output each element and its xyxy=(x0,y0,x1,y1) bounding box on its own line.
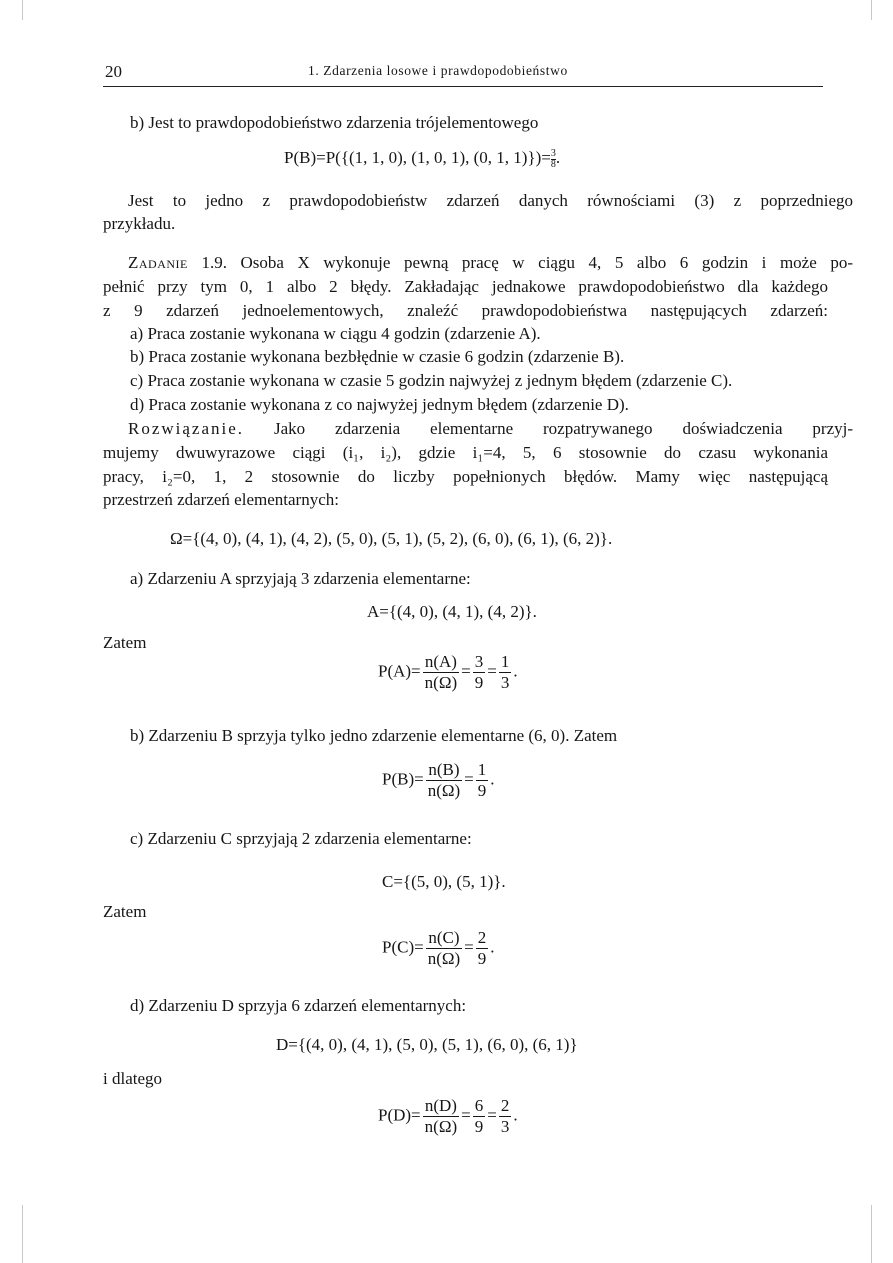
intro-paragraph-line1: Jest to jedno z prawdopodobieństw zdarzeń danych równościami (3) z poprzedniego xyxy=(128,191,853,210)
page-edge-left-bottom xyxy=(22,1205,23,1263)
fraction-denominator: n(Ω) xyxy=(427,949,461,968)
fraction-denominator: 3 xyxy=(500,673,510,692)
fraction-denominator: 9 xyxy=(477,781,487,800)
set-d: D={(4, 0), (4, 1), (5, 0), (5, 1), (6, 0), (6, 1)} xyxy=(276,1035,578,1054)
fraction-numerator: n(B) xyxy=(426,760,462,781)
fraction-numerator: 2 xyxy=(477,928,487,947)
equation-p-b-intro xyxy=(284,148,560,170)
task-line3: z 9 zdarzeń jednoelementowych, znaleźć prawdopodobieństwa następujących zdarzeń: xyxy=(103,301,828,320)
solution-line2: mujemy dwuwyrazowe ciągi (i₁, i₂), gdzie i₁=4, 5, 6 stosownie do czasu wykonania xyxy=(103,443,828,462)
fraction-numerator: 6 xyxy=(474,1096,484,1115)
equals-sign: = xyxy=(464,937,474,957)
fraction-1-3 xyxy=(499,652,512,693)
fraction-numerator: 2 xyxy=(500,1096,510,1115)
task-item-a: a) Praca zostanie wykonana w ciągu 4 godzin (zdarzenie A). xyxy=(130,324,541,343)
page-edge-right-bottom xyxy=(871,1205,872,1263)
equation-p-d xyxy=(378,1096,518,1137)
part-c-zatem: Zatem xyxy=(103,902,147,921)
equation-end: . xyxy=(513,661,518,681)
fraction-denominator: n(Ω) xyxy=(427,781,461,800)
fraction-2-3 xyxy=(499,1096,512,1137)
part-c-text: c) Zdarzeniu C sprzyjają 2 zdarzenia elementarne: xyxy=(130,829,472,848)
task-first-line xyxy=(103,250,853,275)
part-a-zatem: Zatem xyxy=(103,633,147,652)
page-edge-right xyxy=(871,0,872,20)
p-a-lhs: P(A)= xyxy=(378,661,421,681)
page-edge-left xyxy=(22,0,23,20)
fraction-numerator: 3 xyxy=(474,652,484,671)
equation-end: . xyxy=(490,937,495,957)
p-c-lhs: P(C)= xyxy=(382,937,424,957)
equation-p-b-lhs: P(B)=P({(1, 1, 0), (1, 0, 1), (0, 1, 1)})= xyxy=(284,148,551,167)
equals-sign: = xyxy=(464,769,474,789)
part-b-text: b) Zdarzeniu B sprzyja tylko jedno zdarzenie elementarne (6, 0). Zatem xyxy=(130,726,618,745)
equation-end: . xyxy=(513,1105,518,1125)
task-line2: pełnić przy tym 0, 1 albo 2 błędy. Zakładając jednakowe prawdopodobieństwo dla każdego xyxy=(103,277,828,296)
running-header-title: 1. Zdarzenia losowe i prawdopodobieństwo xyxy=(308,63,568,78)
fraction-denominator: n(Ω) xyxy=(424,1117,458,1136)
fraction-1-9 xyxy=(476,760,489,801)
fraction-numerator: n(C) xyxy=(426,928,462,949)
task-item-c: c) Praca zostanie wykonana w czasie 5 godzin najwyżej z jednym błędem (zdarzenie C). xyxy=(130,371,733,390)
fraction-numerator: n(D) xyxy=(423,1096,459,1117)
fraction-denominator: 3 xyxy=(500,1117,510,1136)
solution-line4: przestrzeń zdarzeń elementarnych: xyxy=(103,490,339,509)
omega-set: Ω={(4, 0), (4, 1), (4, 2), (5, 0), (5, 1), (5, 2), (6, 0), (6, 1), (6, 2)}. xyxy=(170,529,613,548)
fraction-numerator: 3 xyxy=(550,147,556,159)
part-d-dlatego: i dlatego xyxy=(103,1069,163,1088)
equation-p-a xyxy=(378,652,518,693)
task-item-b: b) Praca zostanie wykonana bezbłędnie w czasie 6 godzin (zdarzenie B). xyxy=(130,347,625,366)
fraction-denominator: 9 xyxy=(474,1117,484,1136)
fraction-2-9 xyxy=(476,928,489,969)
p-d-lhs: P(D)= xyxy=(378,1105,421,1125)
fraction-n-d xyxy=(423,1096,459,1137)
page-number: 20 xyxy=(105,62,122,81)
equals-sign: = xyxy=(487,661,497,681)
fraction-6-9 xyxy=(473,1096,486,1137)
equation-p-c xyxy=(382,928,495,969)
set-a: A={(4, 0), (4, 1), (4, 2)}. xyxy=(367,602,537,621)
header-rule xyxy=(103,86,823,87)
intro-paragraph-line2: przykładu. xyxy=(103,214,176,233)
part-a-text: a) Zdarzeniu A sprzyjają 3 zdarzenia elementarne: xyxy=(130,569,471,588)
solution-label: Rozwiązanie. xyxy=(128,419,245,438)
p-b-lhs: P(B)= xyxy=(382,769,424,789)
set-c: C={(5, 0), (5, 1)}. xyxy=(382,872,506,891)
solution-line3: pracy, i₂=0, 1, 2 stosownie do liczby popełnionych błędów. Mamy więc następującą xyxy=(103,467,828,486)
task-number: 1.9. xyxy=(201,253,227,272)
fraction-denominator: n(Ω) xyxy=(424,673,458,692)
equation-end: . xyxy=(555,148,561,167)
task-line1: Osoba X wykonuje pewną pracę w ciągu 4, 5 albo 6 godzin i może po- xyxy=(240,253,854,272)
equals-sign: = xyxy=(487,1105,497,1125)
fraction-numerator: 1 xyxy=(500,652,510,671)
solution-line1: Jako zdarzenia elementarne rozpatrywanego doświadczenia przyj- xyxy=(273,419,854,438)
equals-sign: = xyxy=(461,1105,471,1125)
fraction-denominator: 9 xyxy=(477,949,487,968)
fraction-3-9 xyxy=(473,652,486,693)
fraction-denominator: 8 xyxy=(550,158,556,170)
equals-sign: = xyxy=(461,661,471,681)
solution-first-line xyxy=(103,416,853,441)
fraction-n-b xyxy=(426,760,462,801)
intro-b-line: b) Jest to prawdopodobieństwo zdarzenia trójelementowego xyxy=(130,113,539,132)
part-d-text: d) Zdarzeniu D sprzyja 6 zdarzeń elementarnych: xyxy=(130,996,467,1015)
fraction-n-c xyxy=(426,928,462,969)
fraction-n-a xyxy=(423,652,459,693)
fraction-numerator: n(A) xyxy=(423,652,459,673)
task-label: Zadanie xyxy=(128,253,188,272)
equation-p-b xyxy=(382,760,495,801)
equation-end: . xyxy=(490,769,495,789)
task-item-d: d) Praca zostanie wykonana z co najwyżej jednym błędem (zdarzenie D). xyxy=(130,395,629,414)
fraction-denominator: 9 xyxy=(474,673,484,692)
fraction-numerator: 1 xyxy=(477,760,487,779)
